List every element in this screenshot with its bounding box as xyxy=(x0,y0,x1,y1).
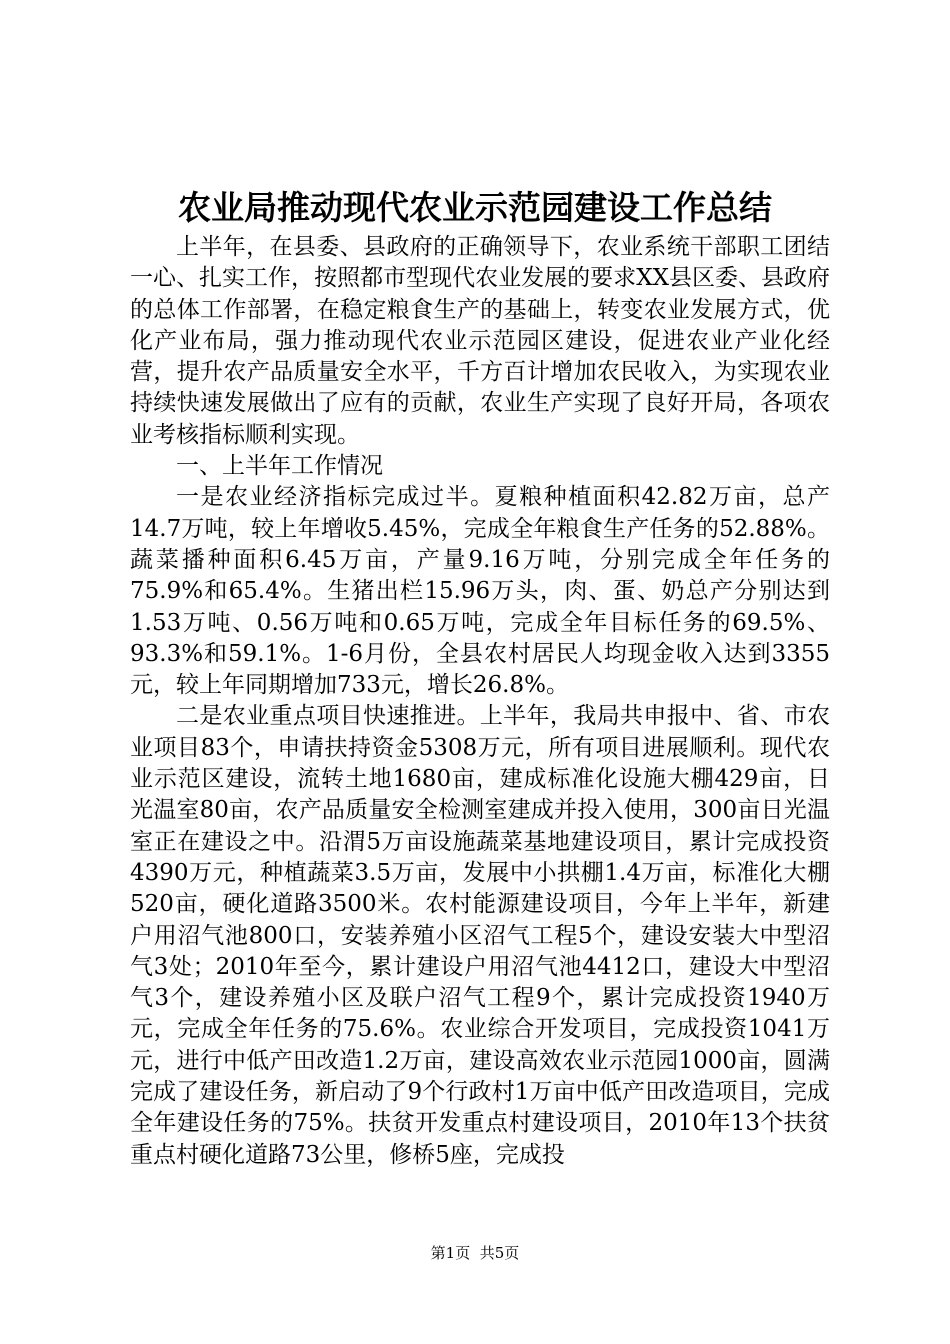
paragraph-key-projects: 二是农业重点项目快速推进。上半年，我局共申报中、省、市农业项目83个，申请扶持资金5308万元，所有项目进展顺利。现代农业示范区建设，流转土地1680亩，建成标准化设施大棚429亩，日光温室80亩，农产品质量安全检测室建成并投入使用，300亩日光温室正在建设之中。沿渭5万亩设施蔬菜基地建设项目，累计完成投资4390万元，种植蔬菜3.5万亩，发展中小拱棚1.4万亩，标准化大棚520亩，硬化道路3500米。农村能源建设项目，今年上半年，新建户用沼气池800口，安装养殖小区沼气工程5个，建设安装大中型沼气3处；2010年至今，累计建设户用沼气池4412口，建设大中型沼气3个，建设养殖小区及联户沼气工程9个，累计完成投资1940万元，完成全年任务的75.6%。农业综合开发项目，完成投资1041万元，进行中低产田改造1.2万亩，建设高效农业示范园1000亩，圆满完成了建设任务，新启动了9个行政村1万亩中低产田改造项目，完成全年建设任务的75%。扶贫开发重点村建设项目，2010年13个扶贫重点村硬化道路73公里，修桥5座，完成投 xyxy=(130,703,830,1168)
page-footer xyxy=(0,1243,950,1263)
page-total: 共5页 xyxy=(479,1244,520,1262)
document-title: 农业局推动现代农业示范园建设工作总结 xyxy=(178,188,772,227)
document-body xyxy=(130,232,830,1171)
paragraph-intro: 上半年，在县委、县政府的正确领导下，农业系统干部职工团结一心、扎实工作，按照都市型现代农业发展的要求XX县区委、县政府的总体工作部署，在稳定粮食生产的基础上，转变农业发展方式，优化产业布局，强力推动现代农业示范园区建设，促进农业产业化经营，提升农产品质量安全水平，千方百计增加农民收入，为实现农业持续快速发展做出了应有的贡献，农业生产实现了良好开局，各项农业考核指标顺利实现。 xyxy=(130,234,830,448)
section-heading: 一、上半年工作情况 xyxy=(176,453,383,480)
paragraph-economic-indicators: 一是农业经济指标完成过半。夏粮种植面积42.82万亩，总产14.7万吨，较上年增收5.45%，完成全年粮食生产任务的52.88%。蔬菜播种面积6.45万亩，产量9.16万吨，分别完成全年任务的75.9%和65.4%。生猪出栏15.96万头，肉、蛋、奶总产分别达到1.53万吨、0.56万吨和0.65万吨，完成全年目标任务的69.5%、93.3%和59.1%。1-6月份，全县农村居民人均现金收入达到3355元，较上年同期增加733元，增长26.8%。 xyxy=(130,484,830,699)
page-number: 第1页 xyxy=(430,1244,471,1262)
